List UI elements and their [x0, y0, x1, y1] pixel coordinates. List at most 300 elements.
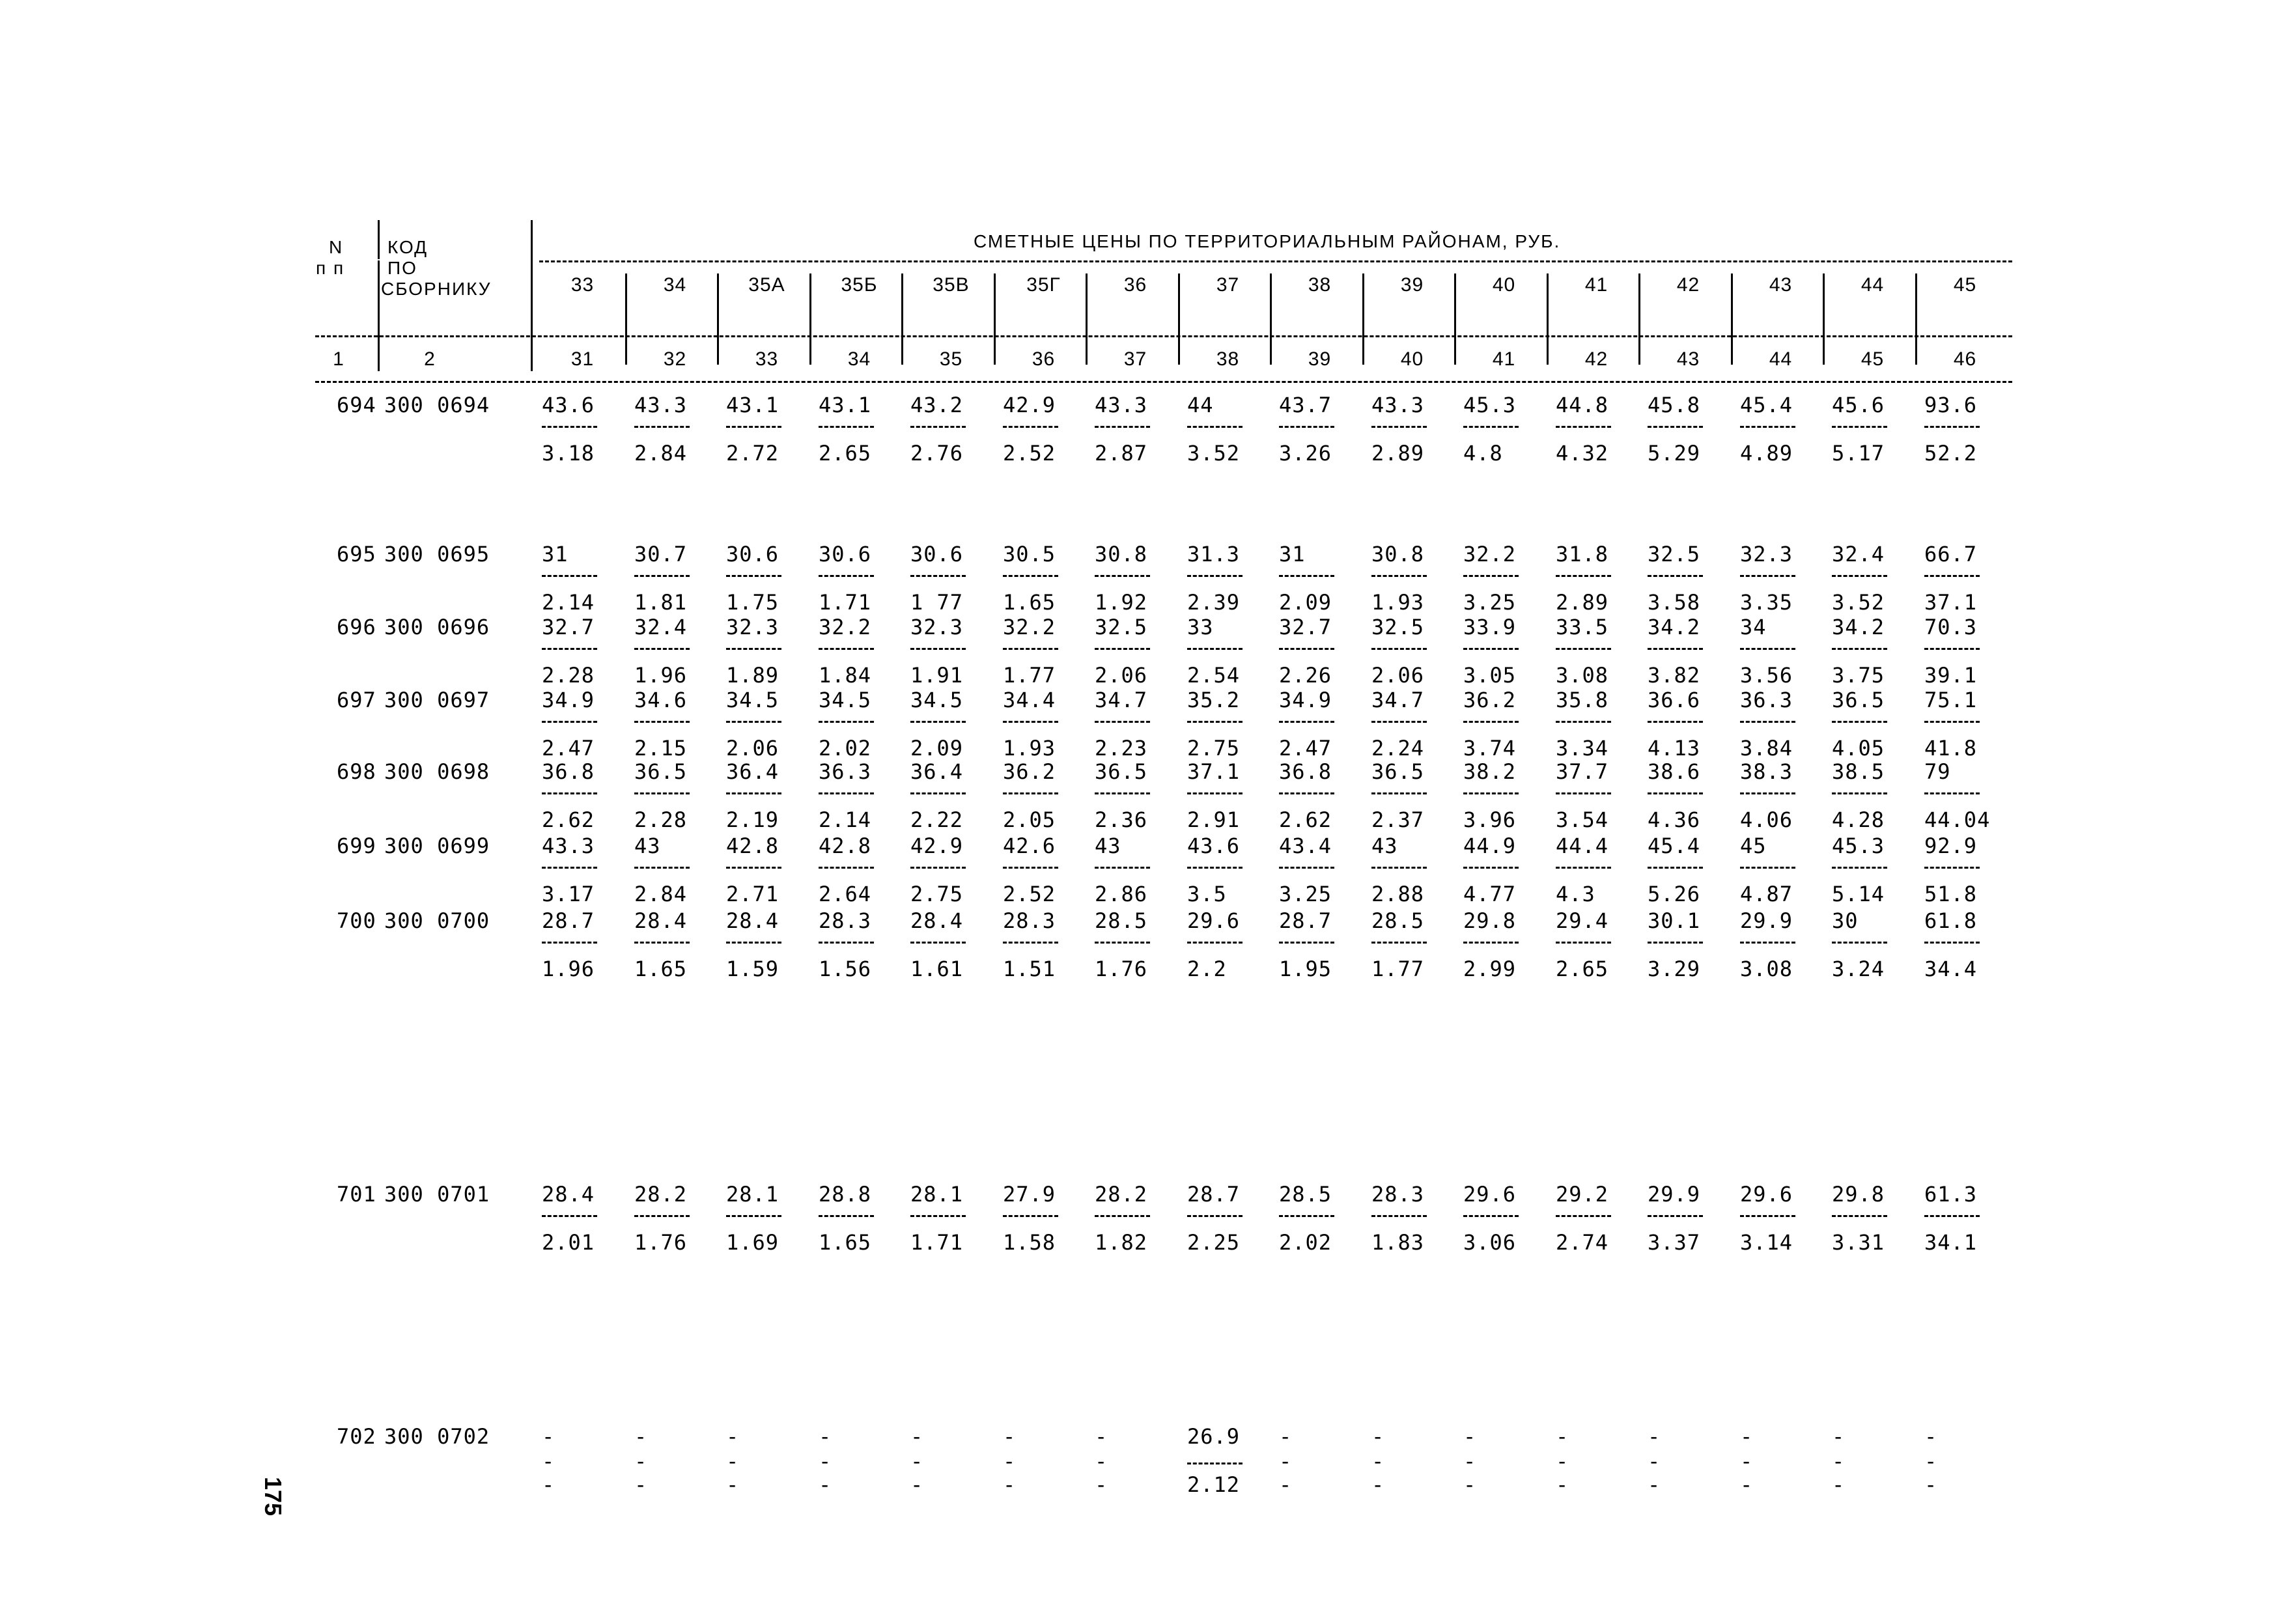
region-code-header: 36	[1123, 274, 1147, 296]
price-total: 34.9	[542, 688, 595, 712]
price-total: 28.7	[542, 908, 595, 933]
region-code-header: 35А	[748, 274, 785, 296]
price-wages: 4.8	[1463, 441, 1503, 466]
fraction-bar	[542, 575, 597, 577]
price-total: 43.1	[726, 393, 779, 417]
price-wages: 1.93	[1371, 590, 1425, 615]
fraction-bar	[1095, 867, 1150, 869]
price-total: 30.6	[726, 542, 779, 567]
column-number: 44	[1769, 348, 1793, 370]
price-wages: 2.72	[726, 441, 779, 466]
price-total: 45.6	[1832, 393, 1885, 417]
price-wages: 52.2	[1924, 441, 1978, 466]
price-wages: 2.01	[542, 1230, 595, 1255]
fraction-bar	[1095, 575, 1150, 577]
fraction-bar	[910, 867, 966, 869]
fraction-bar	[1095, 426, 1150, 428]
fraction-bar	[1371, 721, 1427, 723]
price-wages: 3.52	[1832, 590, 1885, 615]
fraction-bar	[1279, 575, 1334, 577]
price-wages: 2.88	[1371, 882, 1425, 906]
fraction-bar	[1463, 1215, 1519, 1217]
fraction-bar	[1279, 648, 1334, 650]
price-wages: 3.06	[1463, 1230, 1517, 1255]
region-code-header: 44	[1861, 274, 1885, 296]
price-total: 93.6	[1924, 393, 1978, 417]
price-total: 31.3	[1187, 542, 1241, 567]
row-number: 700	[337, 908, 376, 933]
price-wages: -	[1648, 1472, 1661, 1497]
price-total: 32.2	[1003, 615, 1056, 639]
price-total: 32.3	[726, 615, 779, 639]
fraction-bar	[1832, 942, 1887, 944]
price-wages: 2.76	[910, 441, 964, 466]
fraction-bar	[1463, 942, 1519, 944]
price-wages: -	[1832, 1472, 1846, 1497]
price-total: 43.6	[542, 393, 595, 417]
price-total: 30	[1832, 908, 1859, 933]
fraction-bar	[634, 1215, 690, 1217]
price-total: 34.5	[726, 688, 779, 712]
price-total: 38.3	[1740, 759, 1793, 784]
price-wages: 3.26	[1279, 441, 1332, 466]
price-wages: 2.28	[634, 807, 688, 832]
price-wages: 1 77	[910, 590, 964, 615]
price-wages: 1.75	[726, 590, 779, 615]
price-total: 29.8	[1463, 908, 1517, 933]
price-total: 36.2	[1463, 688, 1517, 712]
price-wages: 1.61	[910, 957, 964, 981]
price-wages: 5.29	[1648, 441, 1701, 466]
fraction-bar	[1556, 942, 1611, 944]
price-separator: -	[1095, 1449, 1108, 1474]
price-wages: 5.17	[1832, 441, 1885, 466]
column-number: 36	[1032, 348, 1056, 370]
price-total: 30.6	[819, 542, 872, 567]
price-total: 33.9	[1463, 615, 1517, 639]
price-wages: 3.18	[542, 441, 595, 466]
price-total: 36.8	[1279, 759, 1332, 784]
fraction-bar	[1463, 648, 1519, 650]
region-code-header: 40	[1492, 274, 1516, 296]
price-wages: 41.8	[1924, 736, 1978, 761]
price-separator: -	[634, 1449, 648, 1474]
fraction-bar	[1371, 867, 1427, 869]
fraction-bar	[1003, 942, 1058, 944]
price-total: 30.7	[634, 542, 688, 567]
fraction-bar	[726, 867, 781, 869]
fraction-bar	[1463, 867, 1519, 869]
row-code: 300 0697	[384, 688, 490, 712]
fraction-bar	[1463, 426, 1519, 428]
header-rule-bottom	[315, 381, 2012, 383]
column-number: 42	[1584, 348, 1608, 370]
price-wages: 4.05	[1832, 736, 1885, 761]
fraction-bar	[726, 942, 781, 944]
price-wages: -	[1463, 1472, 1477, 1497]
column-number: 41	[1492, 348, 1516, 370]
price-total: 28.3	[1003, 908, 1056, 933]
fraction-bar	[910, 721, 966, 723]
price-total: 28.1	[910, 1182, 964, 1207]
fraction-bar	[1556, 721, 1611, 723]
price-total: -	[1832, 1424, 1846, 1449]
row-number: 697	[337, 688, 376, 712]
price-total: 32.3	[910, 615, 964, 639]
fraction-bar	[1371, 426, 1427, 428]
price-wages: -	[910, 1472, 924, 1497]
price-total: 31	[1279, 542, 1306, 567]
row-number: 696	[337, 615, 376, 639]
fraction-bar	[1003, 575, 1058, 577]
fraction-bar	[1003, 721, 1058, 723]
price-wages: 2.84	[634, 882, 688, 906]
price-total: 29.6	[1187, 908, 1241, 933]
price-wages: 2.75	[1187, 736, 1241, 761]
fraction-bar	[910, 942, 966, 944]
price-wages: 2.24	[1371, 736, 1425, 761]
price-wages: 1.89	[726, 663, 779, 688]
price-wages: 5.26	[1648, 882, 1701, 906]
price-wages: 3.05	[1463, 663, 1517, 688]
price-wages: 2.06	[1095, 663, 1148, 688]
price-total: 30.5	[1003, 542, 1056, 567]
fraction-bar	[1924, 942, 1980, 944]
price-total: 36.5	[634, 759, 688, 784]
price-total: 34.7	[1371, 688, 1425, 712]
fraction-bar	[634, 648, 690, 650]
fraction-bar	[1740, 648, 1795, 650]
price-wages: 1.83	[1371, 1230, 1425, 1255]
price-wages: 2.09	[910, 736, 964, 761]
price-total: 29.4	[1556, 908, 1609, 933]
fraction-bar	[1924, 575, 1980, 577]
price-total: -	[726, 1424, 740, 1449]
price-wages: 3.08	[1740, 957, 1793, 981]
column-number: 43	[1676, 348, 1700, 370]
price-total: 29.6	[1740, 1182, 1793, 1207]
price-total: 44.4	[1556, 833, 1609, 858]
price-wages: 2.64	[819, 882, 872, 906]
price-total: 26.9	[1187, 1424, 1241, 1449]
fraction-bar	[910, 1215, 966, 1217]
fraction-bar	[1187, 575, 1243, 577]
fraction-bar	[1832, 648, 1887, 650]
price-wages: 3.58	[1648, 590, 1701, 615]
price-wages: 2.26	[1279, 663, 1332, 688]
column-separator	[378, 260, 380, 371]
price-wages: 51.8	[1924, 882, 1978, 906]
price-wages: 3.96	[1463, 807, 1517, 832]
column-number: 38	[1216, 348, 1240, 370]
fraction-bar	[1095, 1215, 1150, 1217]
price-wages: 3.34	[1556, 736, 1609, 761]
header-title: СМЕТНЫЕ ЦЕНЫ ПО ТЕРРИТОРИАЛЬНЫМ РАЙОНАМ, РУБ.	[974, 231, 1561, 251]
fraction-bar	[1740, 942, 1795, 944]
price-total: 27.9	[1003, 1182, 1056, 1207]
fraction-bar	[1648, 426, 1703, 428]
column-separator	[378, 220, 380, 259]
column-number: 1	[333, 348, 344, 370]
fraction-bar	[1740, 792, 1795, 794]
price-total: 34.5	[910, 688, 964, 712]
fraction-bar	[1556, 867, 1611, 869]
price-wages: 4.87	[1740, 882, 1793, 906]
fraction-bar	[910, 648, 966, 650]
price-wages: 3.56	[1740, 663, 1793, 688]
fraction-bar	[1463, 792, 1519, 794]
price-total: 43.3	[1095, 393, 1148, 417]
fraction-bar	[634, 867, 690, 869]
fraction-bar	[1463, 721, 1519, 723]
price-total: -	[1463, 1424, 1477, 1449]
fraction-bar	[1095, 721, 1150, 723]
region-code-header: 39	[1400, 274, 1424, 296]
page-number: 175	[260, 1477, 287, 1517]
price-total: -	[1279, 1424, 1293, 1449]
price-wages: 3.08	[1556, 663, 1609, 688]
price-total: 43.3	[1371, 393, 1425, 417]
price-wages: 2.23	[1095, 736, 1148, 761]
price-wages: 2.47	[1279, 736, 1332, 761]
price-total: 43.1	[819, 393, 872, 417]
price-wages: 4.32	[1556, 441, 1609, 466]
price-wages: 3.54	[1556, 807, 1609, 832]
price-wages: -	[1740, 1472, 1754, 1497]
fraction-bar	[1187, 867, 1243, 869]
fraction-bar	[1556, 648, 1611, 650]
price-total: 42.9	[910, 833, 964, 858]
price-wages: 1.71	[910, 1230, 964, 1255]
price-wages: 3.25	[1463, 590, 1517, 615]
fraction-bar	[1279, 792, 1334, 794]
price-total: 45.8	[1648, 393, 1701, 417]
price-total: 45.4	[1740, 393, 1793, 417]
price-wages: 2.89	[1556, 590, 1609, 615]
price-total: 29.6	[1463, 1182, 1517, 1207]
price-total: 32.5	[1095, 615, 1148, 639]
price-total: 30.1	[1648, 908, 1701, 933]
fraction-bar	[1187, 1215, 1243, 1217]
price-total: 43	[1095, 833, 1121, 858]
row-code: 300 0695	[384, 542, 490, 567]
row-number: 694	[337, 393, 376, 417]
price-total: 31.8	[1556, 542, 1609, 567]
price-total: 42.8	[819, 833, 872, 858]
fraction-bar	[726, 1215, 781, 1217]
price-total: 28.3	[819, 908, 872, 933]
price-wages: 1.93	[1003, 736, 1056, 761]
price-total: 28.2	[1095, 1182, 1148, 1207]
fraction-bar	[1740, 1215, 1795, 1217]
fraction-bar	[1095, 792, 1150, 794]
price-total: 35.8	[1556, 688, 1609, 712]
price-wages: 2.36	[1095, 807, 1148, 832]
price-total: 28.5	[1371, 908, 1425, 933]
region-code-header: 45	[1953, 274, 1977, 296]
fraction-bar	[1187, 721, 1243, 723]
price-total: 43.6	[1187, 833, 1241, 858]
price-total: -	[1003, 1424, 1017, 1449]
fraction-bar	[819, 792, 874, 794]
price-total: 36.8	[542, 759, 595, 784]
price-wages: 2.19	[726, 807, 779, 832]
price-total: 79	[1924, 759, 1951, 784]
price-wages: 1.65	[819, 1230, 872, 1255]
price-total: 28.4	[542, 1182, 595, 1207]
price-wages: 1.96	[634, 663, 688, 688]
price-total: 28.4	[634, 908, 688, 933]
price-wages: 1.77	[1003, 663, 1056, 688]
fraction-bar	[1648, 575, 1703, 577]
fraction-bar	[726, 575, 781, 577]
price-total: -	[819, 1424, 832, 1449]
fraction-bar	[542, 867, 597, 869]
price-wages: 1.82	[1095, 1230, 1148, 1255]
column-number: 45	[1861, 348, 1885, 370]
fraction-bar	[1556, 1215, 1611, 1217]
column-number: 32	[663, 348, 687, 370]
price-total: 34.5	[819, 688, 872, 712]
price-total: -	[1371, 1424, 1385, 1449]
price-total: 36.5	[1371, 759, 1425, 784]
price-total: 37.1	[1187, 759, 1241, 784]
fraction-bar	[819, 426, 874, 428]
column-number: 31	[570, 348, 595, 370]
price-total: -	[542, 1424, 555, 1449]
row-number: 702	[337, 1424, 376, 1449]
price-wages: 2.12	[1187, 1472, 1241, 1497]
price-wages: 1.95	[1279, 957, 1332, 981]
price-wages: 4.3	[1556, 882, 1595, 906]
fraction-bar	[1832, 1215, 1887, 1217]
fraction-bar	[1187, 1463, 1243, 1464]
fraction-bar	[542, 426, 597, 428]
price-wages: 2.52	[1003, 882, 1056, 906]
price-total: 44	[1187, 393, 1214, 417]
price-wages: 2.05	[1003, 807, 1056, 832]
price-total: 36.3	[1740, 688, 1793, 712]
row-number: 701	[337, 1182, 376, 1207]
price-total: 42.8	[726, 833, 779, 858]
fraction-bar	[1832, 792, 1887, 794]
header-code-2: ПО	[387, 258, 417, 278]
price-total: 36.3	[819, 759, 872, 784]
price-wages: 3.35	[1740, 590, 1793, 615]
fraction-bar	[1924, 721, 1980, 723]
price-total: -	[1095, 1424, 1108, 1449]
price-total: 31	[542, 542, 569, 567]
fraction-bar	[1187, 648, 1243, 650]
header-code-3: СБОРНИКУ	[381, 279, 492, 299]
fraction-bar	[634, 942, 690, 944]
fraction-bar	[1924, 792, 1980, 794]
fraction-bar	[1648, 792, 1703, 794]
price-wages: 2.47	[542, 736, 595, 761]
row-number: 699	[337, 833, 376, 858]
price-total: 45	[1740, 833, 1767, 858]
price-total: -	[910, 1424, 924, 1449]
row-code: 300 0694	[384, 393, 490, 417]
fraction-bar	[910, 792, 966, 794]
price-total: 61.3	[1924, 1182, 1978, 1207]
price-wages: 2.25	[1187, 1230, 1241, 1255]
fraction-bar	[1740, 867, 1795, 869]
fraction-bar	[1740, 426, 1795, 428]
row-code: 300 0700	[384, 908, 490, 933]
row-code: 300 0698	[384, 759, 490, 784]
fraction-bar	[1279, 942, 1334, 944]
price-wages: 44.04	[1924, 807, 1991, 832]
price-wages: 39.1	[1924, 663, 1978, 688]
fraction-bar	[1279, 426, 1334, 428]
price-total: 36.6	[1648, 688, 1701, 712]
price-wages: 2.54	[1187, 663, 1241, 688]
price-wages: -	[726, 1472, 740, 1497]
price-wages: 3.75	[1832, 663, 1885, 688]
fraction-bar	[1371, 792, 1427, 794]
price-wages: -	[1556, 1472, 1569, 1497]
price-separator: -	[819, 1449, 832, 1474]
region-code-header: 33	[570, 274, 595, 296]
price-total: 44.8	[1556, 393, 1609, 417]
fraction-bar	[1740, 721, 1795, 723]
price-total: -	[1648, 1424, 1661, 1449]
price-total: 45.3	[1463, 393, 1517, 417]
price-total: 34	[1740, 615, 1767, 639]
price-total: 75.1	[1924, 688, 1978, 712]
region-code-header: 38	[1308, 274, 1332, 296]
price-total: 61.8	[1924, 908, 1978, 933]
fraction-bar	[1832, 426, 1887, 428]
region-code-header: 35В	[933, 274, 970, 296]
column-number: 35	[939, 348, 963, 370]
price-wages: 2.02	[1279, 1230, 1332, 1255]
price-total: 32.7	[542, 615, 595, 639]
price-wages: 1.71	[819, 590, 872, 615]
price-separator: -	[726, 1449, 740, 1474]
price-total: 92.9	[1924, 833, 1978, 858]
fraction-bar	[1371, 942, 1427, 944]
price-total: 30.8	[1095, 542, 1148, 567]
header-rule-mid	[315, 335, 2012, 337]
price-total: 32.4	[1832, 542, 1885, 567]
fraction-bar	[634, 721, 690, 723]
price-total: 32.2	[1463, 542, 1517, 567]
price-wages: 37.1	[1924, 590, 1978, 615]
price-wages: 2.37	[1371, 807, 1425, 832]
fraction-bar	[1556, 575, 1611, 577]
price-wages: 2.02	[819, 736, 872, 761]
price-wages: 4.28	[1832, 807, 1885, 832]
price-separator: -	[1740, 1449, 1754, 1474]
price-wages: -	[1279, 1472, 1293, 1497]
price-total: 30.8	[1371, 542, 1425, 567]
price-wages: 2.65	[819, 441, 872, 466]
price-total: 33.5	[1556, 615, 1609, 639]
price-total: 28.7	[1187, 1182, 1241, 1207]
fraction-bar	[1924, 867, 1980, 869]
price-total: 28.2	[634, 1182, 688, 1207]
price-wages: 2.71	[726, 882, 779, 906]
price-total: 28.5	[1095, 908, 1148, 933]
price-separator: -	[1556, 1449, 1569, 1474]
fraction-bar	[542, 648, 597, 650]
region-code-header: 41	[1584, 274, 1608, 296]
price-wages: -	[1095, 1472, 1108, 1497]
price-total: 37.7	[1556, 759, 1609, 784]
region-code-header: 42	[1676, 274, 1700, 296]
